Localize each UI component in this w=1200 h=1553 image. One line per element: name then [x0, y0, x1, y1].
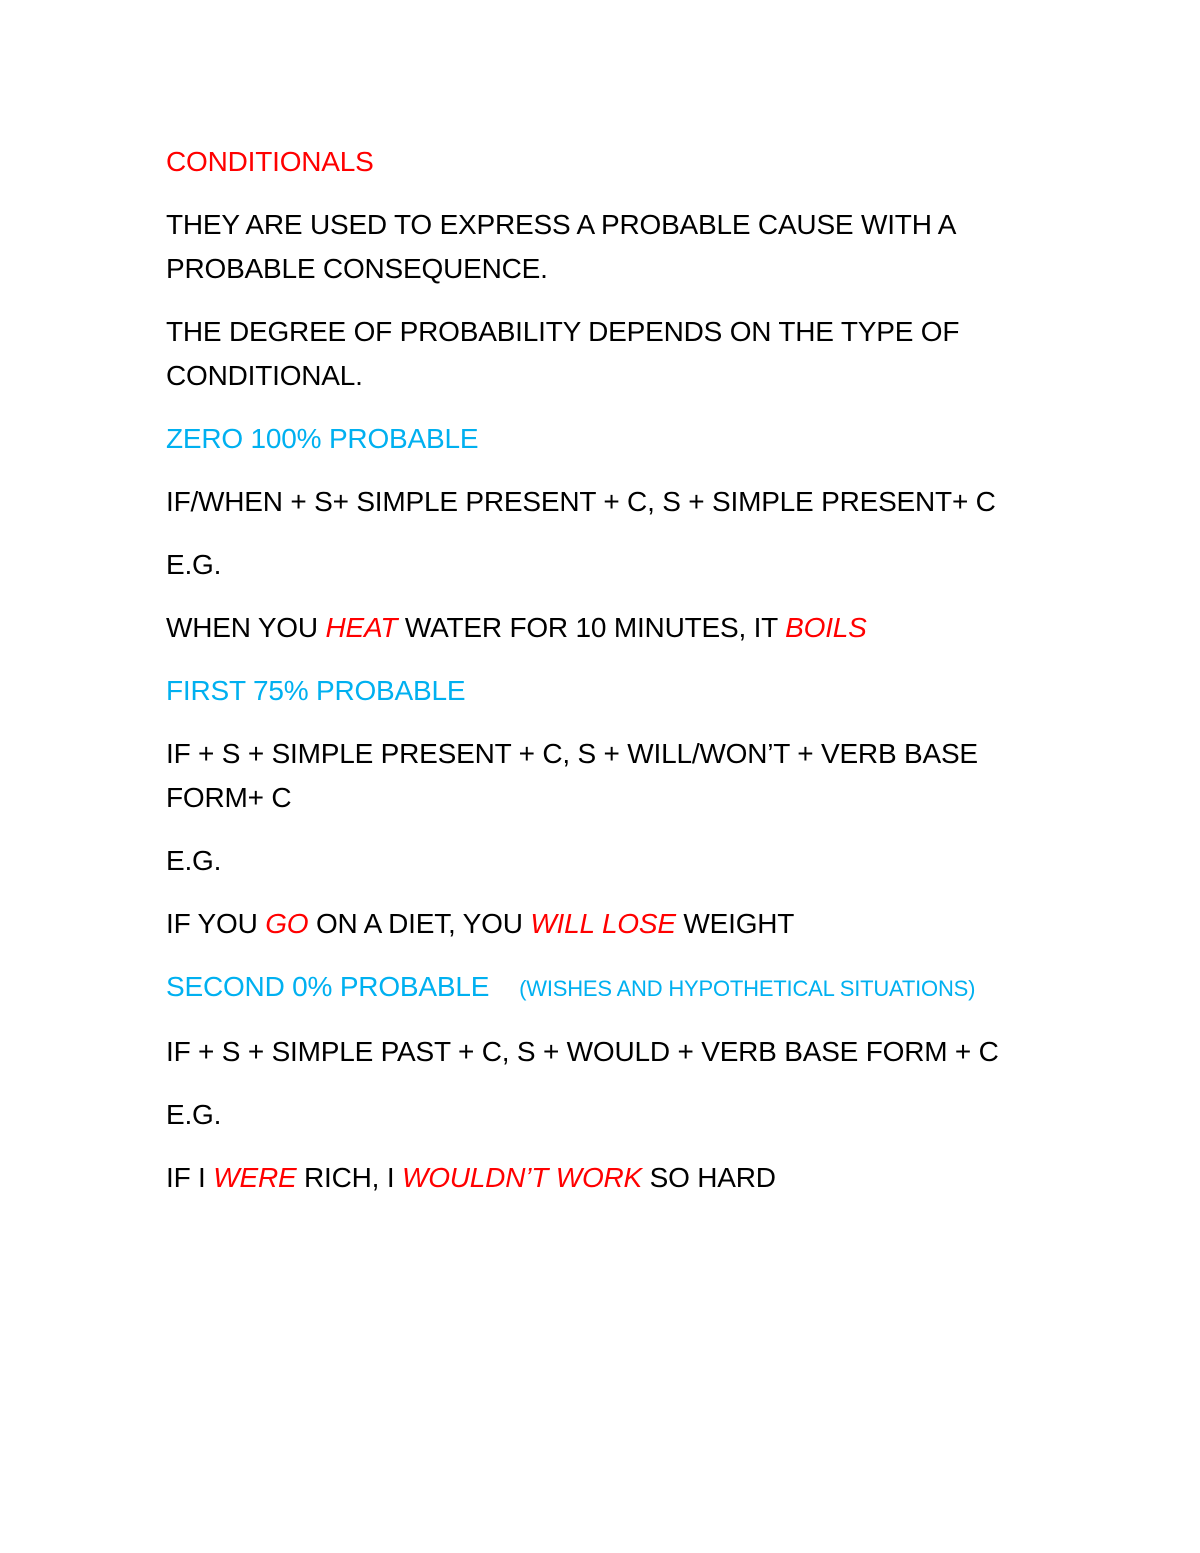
example-text: ON A DIET, YOU — [308, 908, 531, 939]
example-text: SO HARD — [642, 1162, 776, 1193]
first-conditional-heading: FIRST 75% PROBABLE — [166, 675, 466, 706]
first-eg-label: E.G. — [166, 845, 222, 876]
intro-line: PROBABLE CONSEQUENCE. — [166, 253, 548, 284]
document-page — [166, 140, 1066, 1200]
example-text: WATER FOR 10 MINUTES, IT — [397, 612, 786, 643]
example-text: WHEN YOU — [166, 612, 326, 643]
second-conditional-heading — [166, 965, 1066, 1011]
second-heading-text: SECOND 0% PROBABLE — [166, 971, 490, 1002]
zero-eg-label: E.G. — [166, 549, 222, 580]
intro-line: THEY ARE USED TO EXPRESS A PROBABLE CAUSE WITH A — [166, 209, 957, 240]
example-text: IF YOU — [166, 908, 266, 939]
second-example — [166, 1156, 1066, 1200]
intro-line: THE DEGREE OF PROBABILITY DEPENDS ON THE TYPE OF — [166, 316, 960, 347]
document-title: CONDITIONALS — [166, 146, 374, 177]
example-verb: HEAT — [325, 612, 398, 643]
example-verb: GO — [265, 908, 309, 939]
example-text: IF I — [166, 1162, 214, 1193]
second-conditional-formula: IF + S + SIMPLE PAST + C, S + WOULD + VERB BASE FORM + C — [166, 1036, 999, 1067]
example-text: RICH, I — [296, 1162, 402, 1193]
zero-example — [166, 606, 1066, 650]
example-verb: BOILS — [785, 612, 867, 643]
second-heading-note: (WISHES AND HYPOTHETICAL SITUATIONS) — [519, 976, 976, 1001]
first-conditional-formula: IF + S + SIMPLE PRESENT + C, S + WILL/WON’T + VERB BASE — [166, 738, 978, 769]
zero-conditional-formula: IF/WHEN + S+ SIMPLE PRESENT + C, S + SIMPLE PRESENT+ C — [166, 486, 996, 517]
second-eg-label: E.G. — [166, 1099, 222, 1130]
intro-line: CONDITIONAL. — [166, 360, 363, 391]
example-verb: WOULDN’T WORK — [401, 1162, 643, 1193]
example-verb: WERE — [213, 1162, 297, 1193]
first-example — [166, 902, 1066, 946]
example-verb: WILL LOSE — [530, 908, 676, 939]
example-text: WEIGHT — [675, 908, 795, 939]
zero-conditional-heading: ZERO 100% PROBABLE — [166, 423, 479, 454]
first-conditional-formula: FORM+ C — [166, 782, 292, 813]
